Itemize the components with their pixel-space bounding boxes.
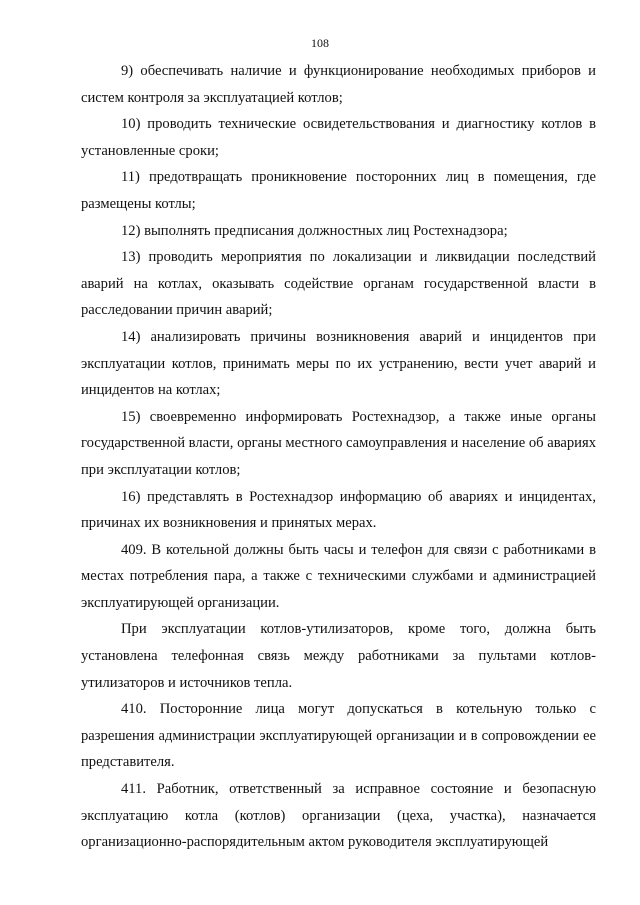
paragraph-item-14: 14) анализировать причины возникновения аварий и инцидентов при эксплуатации котлов, принимать меры по их устранению, вести учет аварий и инцидентов на котлах;: [81, 328, 596, 399]
paragraph-410: 410. Посторонние лица могут допускаться в котельную только с разрешения администрации эксплуатирующей организации и в сопровождении ее представителя.: [81, 701, 596, 771]
paragraph-item-11: 11) предотвращать проникновение посторонних лиц в помещения, где размещены котлы;: [81, 169, 596, 212]
paragraph-item-15: 15) своевременно информировать Ростехнадзор, а также иные органы государственной власти, органы местного самоуправления и население об авариях при эксплуатации котлов;: [81, 408, 596, 478]
paragraph-item-12: 12) выполнять предписания должностных лиц Ростехнадзора;: [121, 222, 508, 239]
document-body: [81, 58, 596, 856]
paragraph-409-continued: При эксплуатации котлов-утилизаторов, кроме того, должна быть установлена телефонная связь между работниками за пультами котлов-утилизаторов и источников тепла.: [81, 621, 596, 691]
paragraph-409: 409. В котельной должны быть часы и телефон для связи с работниками в местах потребления пара, а также с техническими службами и администрацией эксплуатирующей организации.: [81, 541, 596, 611]
paragraph-item-16: 16) представлять в Ростехнадзор информацию об авариях и инцидентах, причинах их возникновения и принятых мерах.: [81, 488, 596, 532]
page-number: 108: [311, 36, 329, 50]
paragraph-item-13: 13) проводить мероприятия по локализации и ликвидации последствий аварий на котлах, оказывать содействие органам государственной власти в расследовании причин аварий;: [81, 249, 596, 319]
paragraph-411: 411. Работник, ответственный за исправное состояние и безопасную эксплуатацию котла (котлов) организации (цеха, участка), назначается организационно-распорядительным актом руководителя эксплуатирующей: [81, 781, 596, 851]
paragraph-item-10: 10) проводить технические освидетельствования и диагностику котлов в установленные сроки;: [81, 116, 596, 159]
paragraph-item-9: 9) обеспечивать наличие и функционирование необходимых приборов и систем контроля за эксплуатацией котлов;: [81, 63, 596, 106]
